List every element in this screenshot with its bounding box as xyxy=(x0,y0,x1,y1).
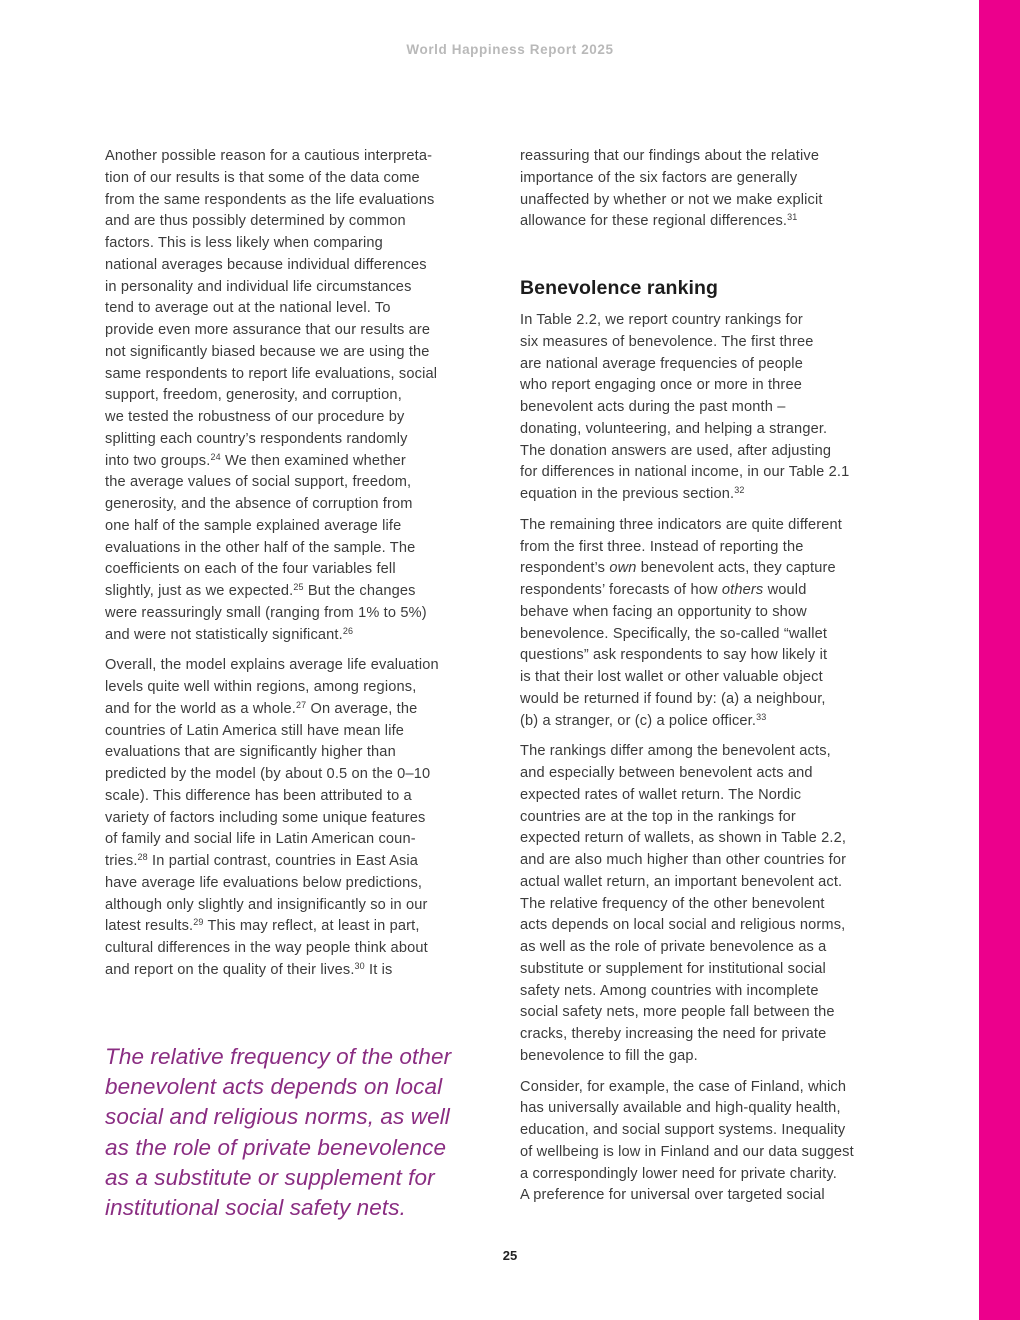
right-column xyxy=(520,146,920,1216)
page-number: 25 xyxy=(502,1248,518,1263)
footnote-ref[interactable]: 26 xyxy=(342,625,354,636)
footnote-ref[interactable]: 25 xyxy=(293,582,304,592)
footnote-ref[interactable]: 33 xyxy=(756,711,767,722)
footnote-ref[interactable]: 28 xyxy=(137,852,148,862)
footnote-ref[interactable]: 30 xyxy=(354,960,365,971)
paragraph-robustness: Another possible reason for a cautious interpreta- tion of our results is that some of the data come from the same respondents as the life evaluations and are thus possibly determined by common factors. This is less likely when comparing national averages because individual differences in personality and individual life circumstances tend to average out at the national level. To provide even more assurance that our results are not significantly biased because we are using the same respondents to report life evaluations, social support, freedom, generosity, and corruption, we tested the robustness of our procedure by splitting each country’s respondents randomly into two groups.$^{24}$ We then examined whether the average values of social support, freedom, generosity, and the absence of corruption from one half of the sample explained average life evaluations in the other half of the sample. The coefficients on each of the four variables fell slightly, just as we expected.$^{25}$ But the changes were reassuringly small (ranging from 1% to 5%) and were not statistically significant.$^{26}$ xyxy=(105,148,438,643)
magenta-edge-bar xyxy=(979,0,1020,1320)
paragraph-model-regions: Overall, the model explains average life evaluation levels quite well within regions, among regions, and for the world as a whole.$^{27}$ On average, the countries of Latin America still have mean life evaluations that are significantly higher than predicted by the model (by about 0.5 on the 0–10 scale). This difference has been attributed to a variety of factors including some unique features of family and social life in Latin American coun- tries.$^{28}$ In partial contrast, countries in East Asia have average life evaluations below predictions, although only slightly and insignificantly so in our latest results.$^{29}$ This may reflect, at least in part, cultural differences in the way people think about and report on the quality of their lives.$^{30}$ It is xyxy=(105,657,439,978)
left-column xyxy=(105,146,505,991)
footnote-ref[interactable]: 24 xyxy=(210,451,221,462)
paragraph-wallet-questions: The remaining three indicators are quite different from the first three. Instead of reporting the respondent’s own benevolent acts, they capture respondents’ forecasts of how others would behave when facing an opportunity to show benevolence. Specifically, the so-called “wallet questions” ask respondents to say how likely it is that their lost wallet or other valuable object would be returned if found by: (a) a neighbour, (b) a stranger, or (c) a police officer.$^{33}$ xyxy=(520,516,842,729)
section-heading: Benevolence ranking xyxy=(520,277,719,299)
footnote-ref[interactable]: 27 xyxy=(295,699,307,710)
footnote-ref[interactable]: 32 xyxy=(734,485,745,495)
paragraph-regional-differences: reassuring that our findings about the relative importance of the six factors are generally unaffected by whether or not we make explicit allowance for these regional differences.$^{31}$ xyxy=(520,148,823,230)
footnote-ref[interactable]: 29 xyxy=(193,917,204,928)
running-header: World Happiness Report 2025 xyxy=(406,42,614,57)
paragraph-benevolence-measures: In Table 2.2, we report country rankings for six measures of benevolence. The first three are national average frequencies of people who report engaging once or more in three benevolent acts during the past month – donating, volunteering, and helping a stranger. The donation answers are used, after adjusting for differences in national income, in our Table 2.1 equation in the previous section.$^{32}$ xyxy=(520,312,850,502)
paragraph-finland: Consider, for example, the case of Finland, which has universally available and high-quality health, education, and social support systems. Inequality of wellbeing is low in Finland and our data suggest a correspondingly lower need for private charity. A preference for universal over targeted social xyxy=(520,1078,854,1204)
pull-quote: The relative frequency of the other benevolent acts depends on local social and religious norms, as well as the role of private benevolence as a substitute or supplement for institutional social safety nets. xyxy=(105,1044,452,1221)
footnote-ref[interactable]: 31 xyxy=(787,212,798,223)
paragraph-rankings-differ: The rankings differ among the benevolent acts, and especially between benevolent acts and expected rates of wallet return. The Nordic countries are at the top in the rankings for expected return of wallets, as shown in Table 2.2, and are also much higher than other countries for actual wallet return, an important benevolent act. The relative frequency of the other benevolent acts depends on local social and religious norms, as well as the role of private benevolence as a substitute or supplement for institutional social safety nets. Among countries with incomplete social safety nets, more people fall between the cracks, thereby increasing the need for private benevolence to fill the gap. xyxy=(520,743,847,1064)
